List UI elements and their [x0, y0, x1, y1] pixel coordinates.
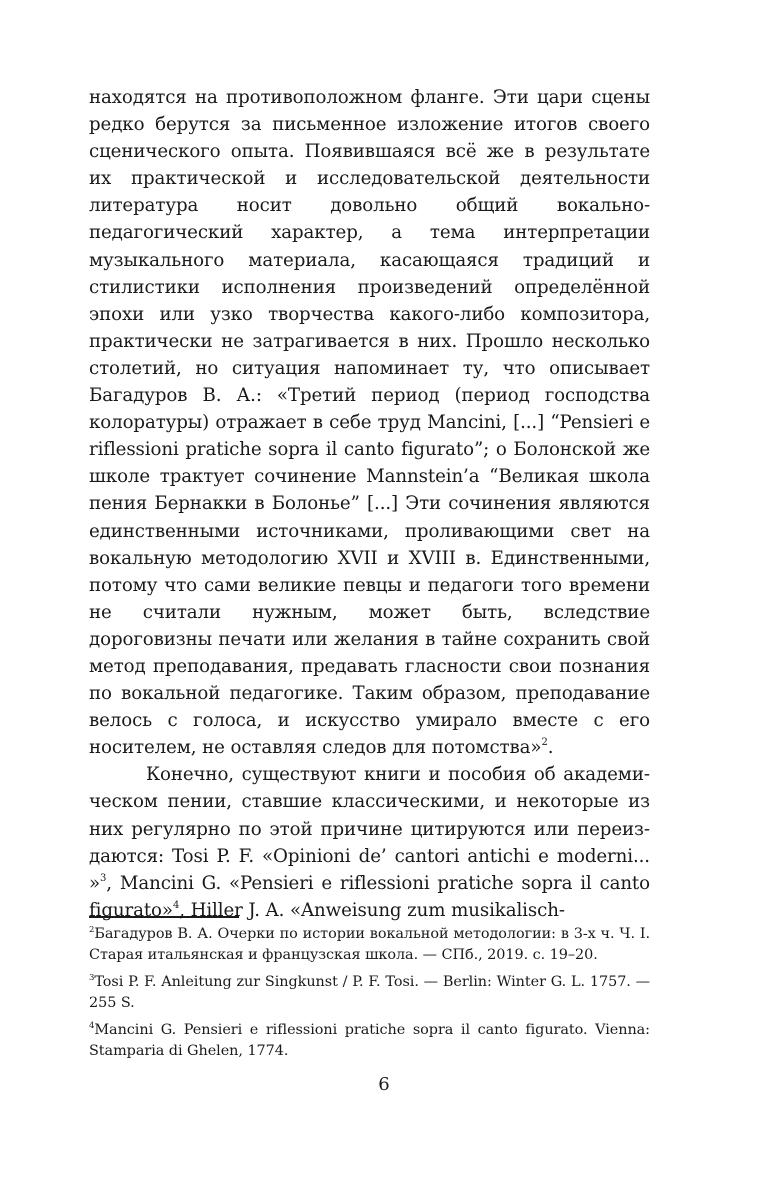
- footnote-text: Mancini G. Pensieri e riflessioni pratiche sopra il canto figurato. Vienna: Stamparia di Ghelen, 1774.: [89, 1022, 650, 1059]
- footnote-3: [89, 972, 650, 1013]
- footnote-number: 2: [89, 925, 95, 935]
- footnote-reference: 4: [172, 899, 180, 911]
- footnote-reference: 3: [100, 872, 107, 884]
- footnote-text: Багадуров В. А. Очерки по истории вокальной методологии: в 3-х ч. Ч. I. Старая итальянская и французская школа. — СПб., 2019. с. 19–20.: [89, 926, 650, 963]
- page-number: 6: [378, 1074, 390, 1095]
- paragraph-text: , Hiller J. A. «Anweisung zum musikalisch-: [179, 899, 565, 921]
- footnote-divider: [89, 916, 239, 918]
- footnote-number: 4: [89, 1021, 95, 1031]
- paragraph-1: находятся на противоположном фланге. Эти цари сцены редко берутся за письменное изложение итогов своего сценического опыта. Появившаяся всё же в результате их практической и исследовательской деятельности литература носит довольно общий вокально-педагогический характер, а тема интерпретации музыкального материала, касающаяся традиций и стилистики исполнения произведений определённой эпохи или узко творчества какого-либо композитора, практически не затрагивается в них. Прошло несколько столетий, но ситуация напоминает ту, что описывает Багадуров В. А.: «Третий период (период господства колоратуры) отражает в себе труд Mancini, [...] “Pensieri e riflessioni pratiche sopra il canto figurato”; о Болонской же школе трактует сочинение Mannstein’a “Великая школа пения Бернакки в Болонье” [...] Эти сочинения являются единственными источниками, проливающими свет на вокальную методологию XVII и XVIII в. Единственными, потому что сами великие певцы и педагоги того времени не считали нужным, может быть, вследствие дороговизны печати или желания в тайне сохранить свой метод преподавания, предавать гласности свои познания по вокальной педагогике. Таким образом, преподавание велось с голоса, и искусство умирало вместе с его носителем, не оставляя следов для потомства»$^2$.: [89, 87, 650, 759]
- footnotes-section: [89, 916, 650, 1068]
- main-text: [89, 84, 650, 924]
- footnote-2: [89, 924, 650, 965]
- paragraph-text: находятся на противоположном фланге. Эти цари сцены редко берутся за письменное изложение итогов своего сценического опыта. Появившаяся всё же в результате их практической и исследовательской деятельности литература носит довольно общий вокально-педагогический характер, а тема интерпретации музыкального материала, касающаяся традиций и стилистики исполнения произведений определённой эпохи или узко творчества какого-либо композитора, практически не затрагивается в них. Прошло несколько столетий, но ситуация напоминает ту, что описывает Багадуров В. А.: «Третий период (период господства колоратуры) отражает в себе труд Mancini, [...] “Pensieri e riflessioni pratiche sopra il canto figurato”; о Болонской же школе трактует сочинение Mannstein’a “Великая школа пения Бернакки в Болонье” [...] Эти сочинения являются единственными источниками, проливающими свет на вокальную методологию XVII и XVIII в. Единственными, потому что сами великие певцы и педагоги того времени не считали нужным, может быть, вследствие дороговизны печати или желания в тайне сохранить свой метод преподавания, предавать гласности свои познания по вокальной педагогике. Таким образом, преподавание велось с голоса, и искусство умирало вместе с его носителем, не оставляя следов для потомства»: [89, 87, 650, 759]
- page-body: [89, 84, 650, 924]
- footnote-reference: 2: [541, 737, 548, 749]
- paragraph-text: , Mancini G. «Pensieri e riflessioni pratiche sopra il canto figurato»: [89, 872, 650, 921]
- paragraph-text: Конечно, существуют книги и пособия об академическом пении, ставшие классическими, и некоторые из них регулярно по этой причине цитируются или переиздаются: Tosi P. F. «Opinioni de’ cantori antichi e moderni... »: [89, 764, 650, 894]
- paragraph-2: [89, 761, 650, 924]
- footnote-number: 3: [89, 973, 95, 983]
- footnote-text: Tosi P. F. Anleitung zur Singkunst / P. F. Tosi. — Berlin: Winter G. L. 1757. — 255 S.: [89, 974, 650, 1011]
- footnote-4: [89, 1020, 650, 1061]
